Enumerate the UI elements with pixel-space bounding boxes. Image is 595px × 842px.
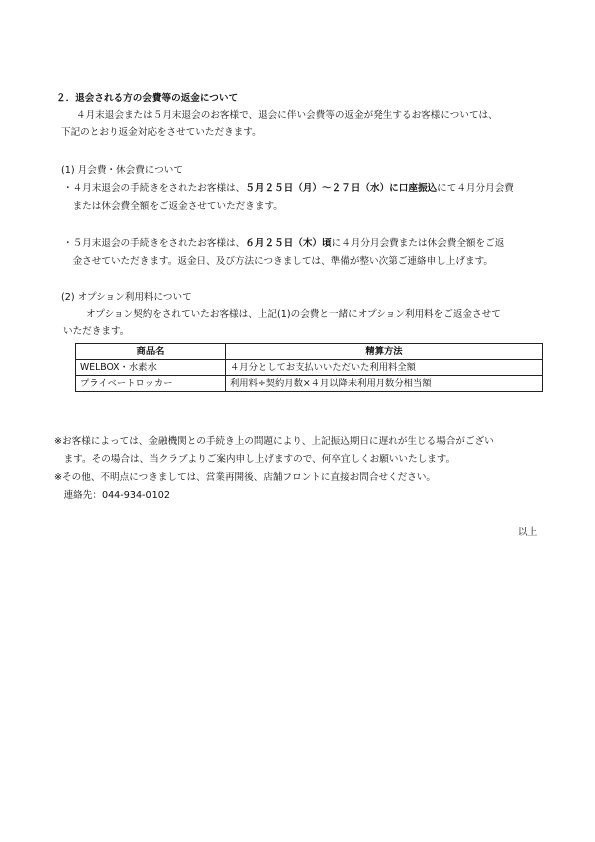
contact-line: 連絡先：044-934-0102: [54, 490, 170, 501]
note-line-3: ※その他、不明点につきましては、営業再開後、店舗フロントに直接お問合せください。: [54, 472, 437, 483]
note-line-1: ※お客様によっては、金融機関との手続き上の問題により、上記振込期日に遅れが生じる場合がござい: [54, 436, 494, 447]
intro-line-2: 下記のとおり返金対応をさせていただきます。: [61, 127, 262, 138]
bullet-2-text-post: に４月分月会費または休会費全額をご返: [331, 238, 505, 249]
table-cell-product: WELBOX・水素水: [76, 360, 226, 376]
subsection-2-heading: (2) オプション利用料について: [61, 292, 192, 303]
bullet-1-text-post: にて４月分月会費: [437, 183, 514, 194]
intro-line-1: ４月末退会または５月末退会のお客様で、退会に伴い会費等の返金が発生するお客様については、: [76, 110, 498, 121]
bullet-2-line-2: 金させていただきます。返金日、及び方法につきましては、準備が整い次第ご連絡申し上げます。: [63, 256, 493, 267]
bullet-2-date-bold: ６月２５日（木）頃: [245, 238, 332, 249]
table-header-product: 商品名: [76, 344, 226, 360]
bullet-2-text-pre: ・５月末退会の手続きをされたお客様は、: [63, 238, 246, 249]
option-text-line-1: オプション契約をされていたお客様は、上記(1)の会費と一緒にオプション利用料をご返金させて: [86, 309, 501, 320]
bullet-1-date-bold: ５月２５日（月）〜２７日（水）に口座振込: [245, 183, 438, 194]
table-row: [76, 360, 543, 376]
table-row: [76, 376, 543, 392]
option-text-line-2: いただきます。: [63, 326, 130, 337]
table-cell-method: ４月分としてお支払いいただいた利用料全額: [226, 360, 543, 376]
table-cell-product: プライベートロッカー: [76, 376, 226, 392]
section-title: ２．退会される方の会費等の返金について: [56, 93, 239, 104]
option-refund-table: [75, 343, 543, 392]
bullet-1-line-2: または休会費全額をご返金させていただきます。: [63, 201, 283, 212]
bullet-1-line-1: [63, 183, 514, 195]
subsection-1-heading: (1) 月会費・休会費について: [61, 165, 183, 176]
table-cell-method: 利用料÷契約月数×４月以降未利用月数分相当額: [226, 376, 543, 392]
table-header-method: 精算方法: [226, 344, 543, 360]
bullet-2-line-1: [63, 238, 504, 250]
note-line-2: ます。その場合は、当クラブよりご案内申し上げますので、何卒宜しくお願いいたします。: [54, 454, 456, 465]
table-header-row: [76, 344, 543, 360]
closing-text: 以上: [518, 527, 538, 538]
bullet-1-text-pre: ・４月末退会の手続きをされたお客様は、: [63, 183, 246, 194]
